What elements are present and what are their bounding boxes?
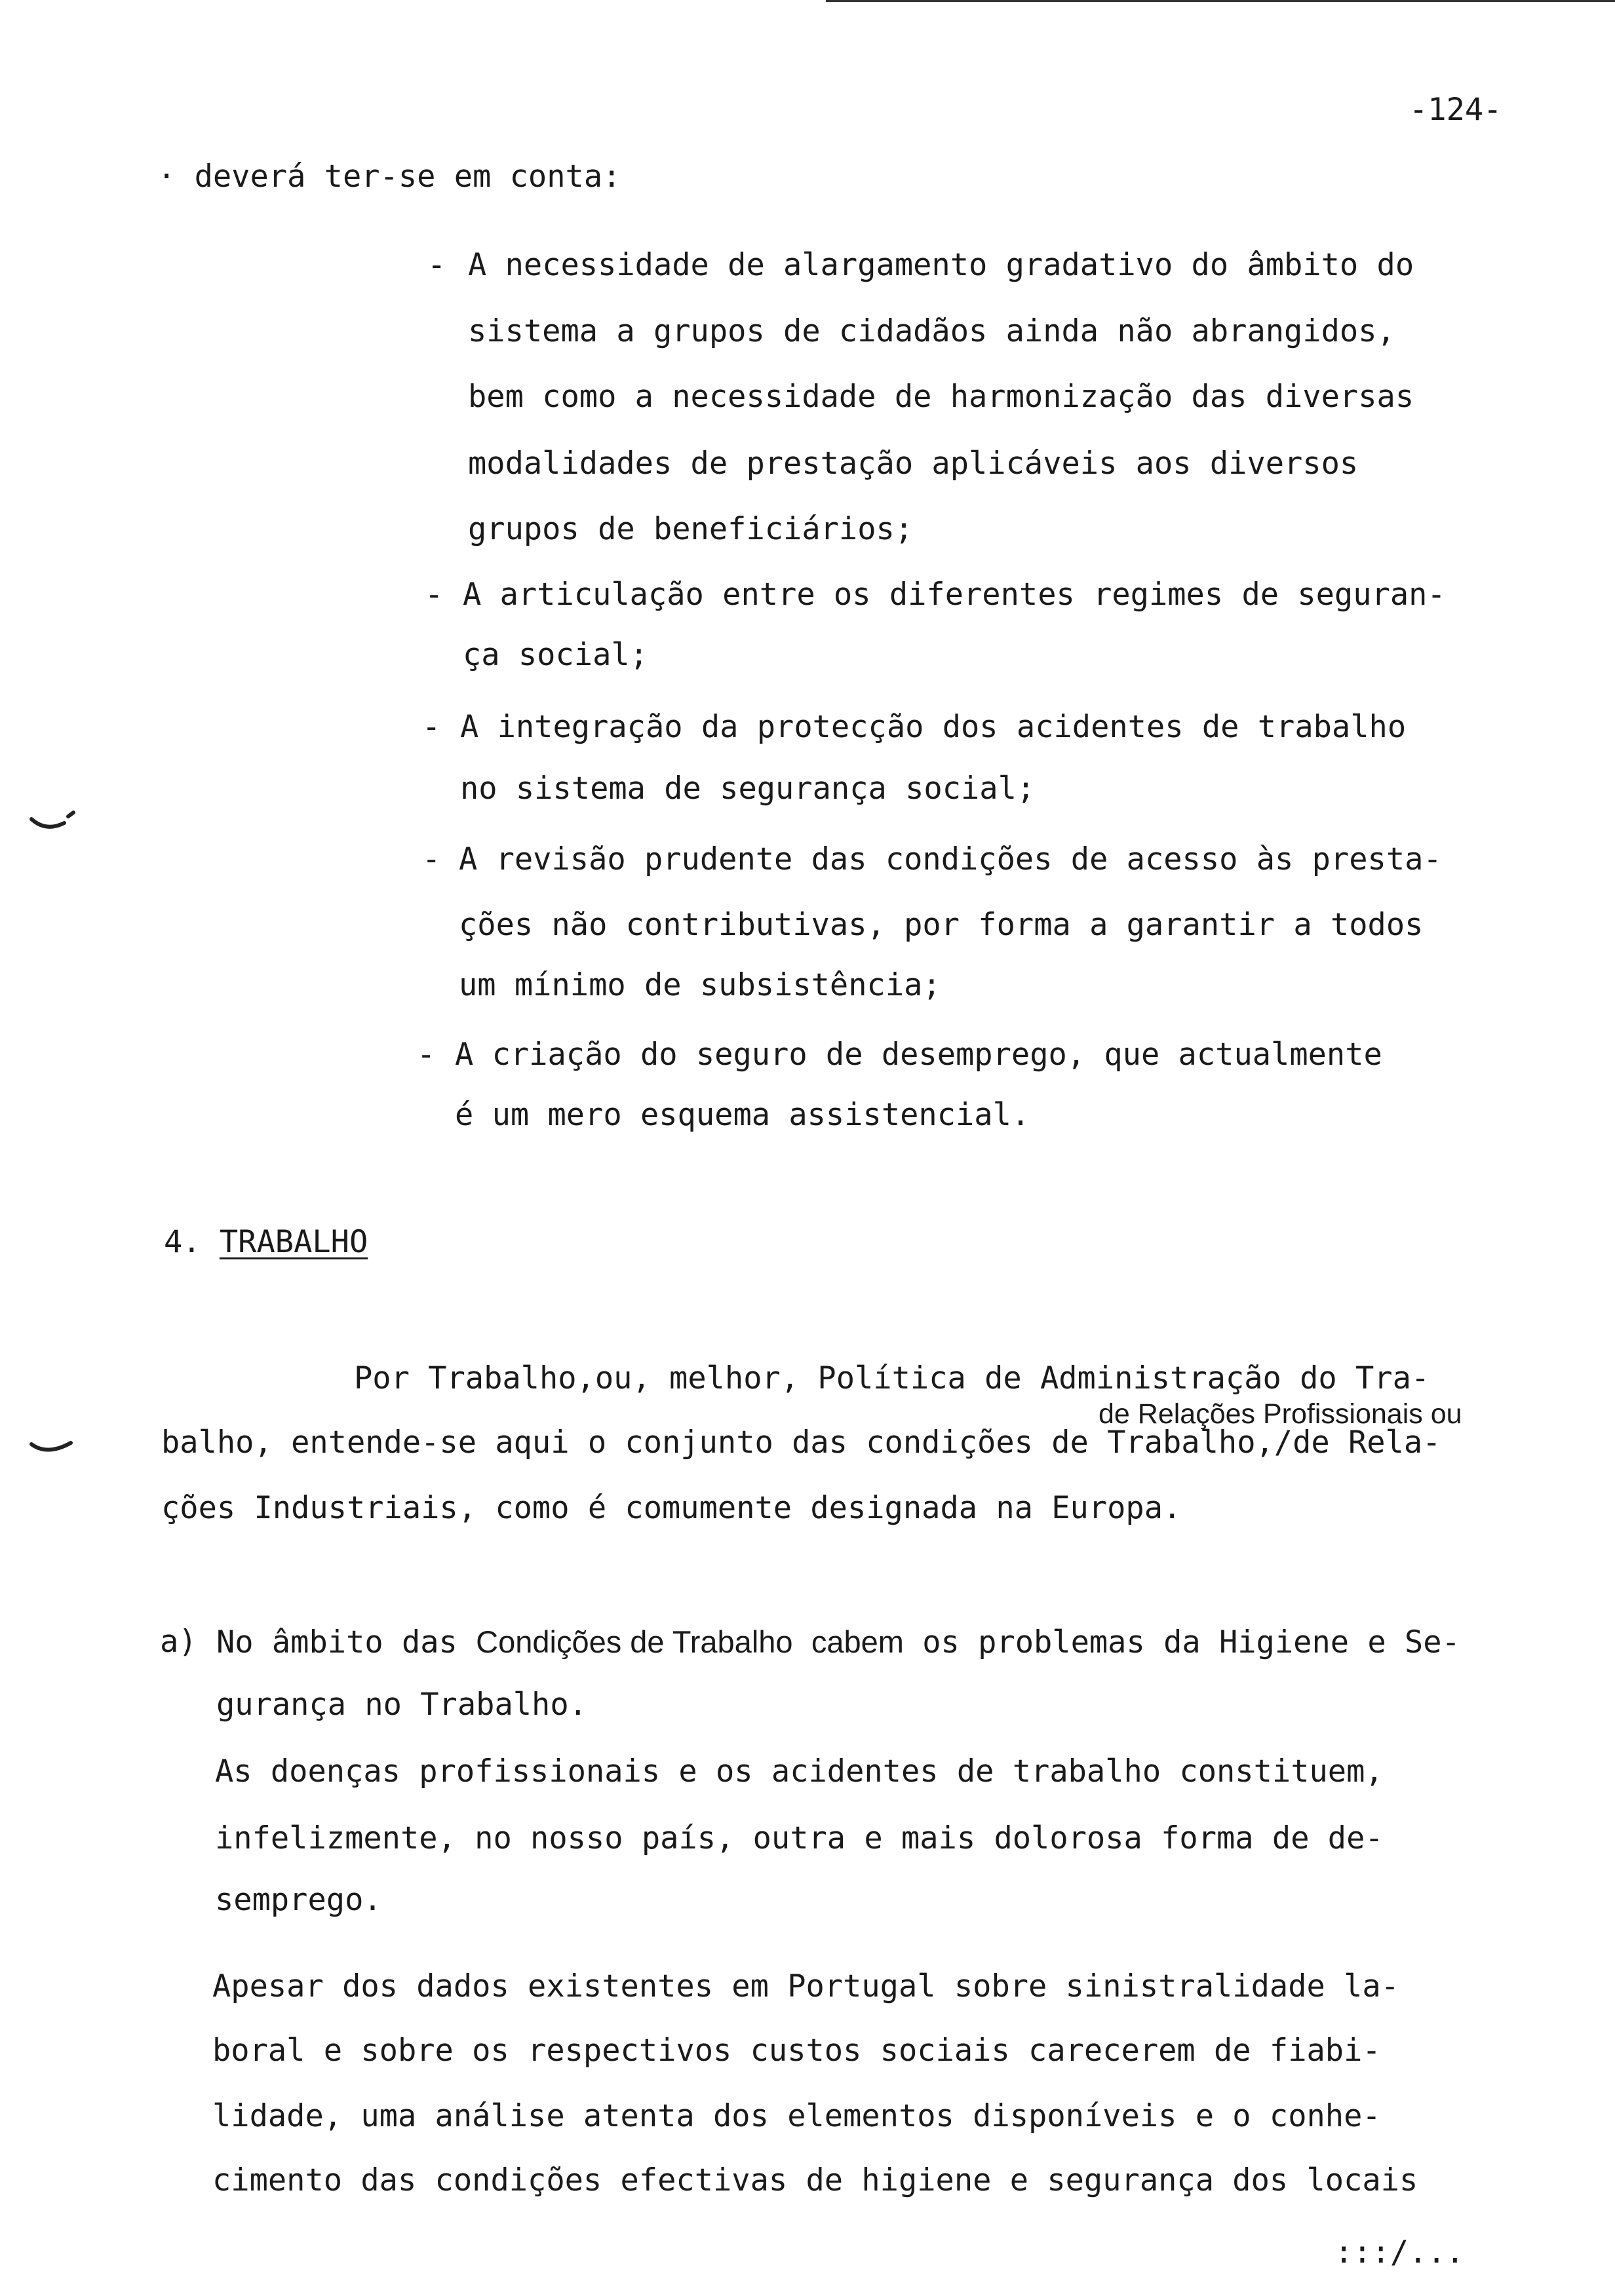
item-a-line-1	[216, 1624, 1460, 1661]
section-heading	[164, 1224, 368, 1261]
item-a-handwritten-phrase: Condições de Trabalho	[476, 1624, 793, 1659]
bullet-4-line-1: A revisão prudente das condições de acesso às presta-	[459, 841, 1442, 877]
bullet-dash: -	[422, 841, 441, 877]
bullet-dash: -	[417, 1037, 436, 1073]
item-a-para-2-line-3: semprego.	[215, 1882, 382, 1918]
paragraph-1-line-3: ções Industriais, como é comumente designada na Europa.	[161, 1490, 1182, 1526]
item-a-para-2-line-1: As doenças profissionais e os acidentes de trabalho constituem,	[215, 1753, 1384, 1789]
item-a-line-2: gurança no Trabalho.	[216, 1687, 587, 1723]
bullet-dash: -	[425, 577, 444, 613]
page-number: -124-	[1409, 92, 1502, 128]
item-a-line-1-end: os problemas da Higiene e Se-	[922, 1624, 1460, 1660]
item-a-para-2-line-2: infelizmente, no nosso país, outra e mais dolorosa forma de de-	[215, 1820, 1384, 1856]
bullet-2-line-1: A articulação entre os diferentes regimes de seguran-	[463, 577, 1446, 613]
paragraph-1-line-2: balho, entende-se aqui o conjunto das condições de Trabalho,/de Rela-	[161, 1425, 1441, 1461]
bullet-1-line-3: bem como a necessidade de harmonização das diversas	[468, 379, 1414, 415]
item-a-para-3-line-3: lidade, uma análise atenta dos elementos disponíveis e o conhe-	[212, 2098, 1381, 2134]
item-a-label: a)	[160, 1624, 197, 1660]
intro-line: · deverá ter-se em conta:	[157, 159, 621, 195]
top-border-line	[826, 0, 1615, 2]
bullet-3-line-2: no sistema de segurança social;	[460, 771, 1036, 807]
section-number: 4.	[164, 1224, 201, 1260]
intro-text: deverá ter-se em conta:	[194, 159, 621, 195]
bullet-1-line-5: grupos de beneficiários;	[468, 511, 914, 547]
bullet-5-line-1: A criação do seguro de desemprego, que actualmente	[455, 1037, 1382, 1073]
bullet-1-line-4: modalidades de prestação aplicáveis aos diversos	[468, 446, 1359, 482]
continuation-mark: :::/...	[1334, 2234, 1465, 2270]
bullet-4-line-3: um mínimo de subsistência;	[459, 967, 941, 1003]
item-a-para-3-line-1: Apesar dos dados existentes em Portugal sobre sinistralidade la-	[212, 1968, 1399, 2004]
item-a-handwritten-verb: cabem	[811, 1624, 904, 1659]
margin-check-mark	[26, 805, 85, 844]
section-title: TRABALHO	[219, 1224, 368, 1260]
bullet-dash: -	[427, 247, 446, 283]
item-a-para-3-line-2: boral e sobre os respectivos custos sociais carecerem de fiabi-	[212, 2033, 1381, 2069]
bullet-4-line-2: ções não contributivas, por forma a garantir a todos	[459, 907, 1424, 943]
bullet-1-line-2: sistema a grupos de cidadãos ainda não abrangidos,	[468, 313, 1395, 349]
bullet-3-line-1: A integração da protecção dos acidentes de trabalho	[460, 709, 1407, 745]
item-a-para-3-line-4: cimento das condições efectivas de higiene e segurança dos locais	[212, 2162, 1418, 2198]
bullet-5-line-2: é um mero esquema assistencial.	[455, 1097, 1030, 1133]
handwritten-insertion: de Relações Profissionais ou	[1099, 1398, 1462, 1430]
bullet-1-line-1: A necessidade de alargamento gradativo do âmbito do	[468, 247, 1414, 283]
item-a-line-1-start: No âmbito das	[216, 1624, 457, 1660]
margin-check-mark	[26, 1432, 85, 1465]
bullet-dash: -	[422, 709, 441, 745]
paragraph-1-line-1: Por Trabalho,ou, melhor, Política de Administração do Tra-	[354, 1360, 1430, 1396]
bullet-2-line-2: ça social;	[463, 637, 648, 673]
